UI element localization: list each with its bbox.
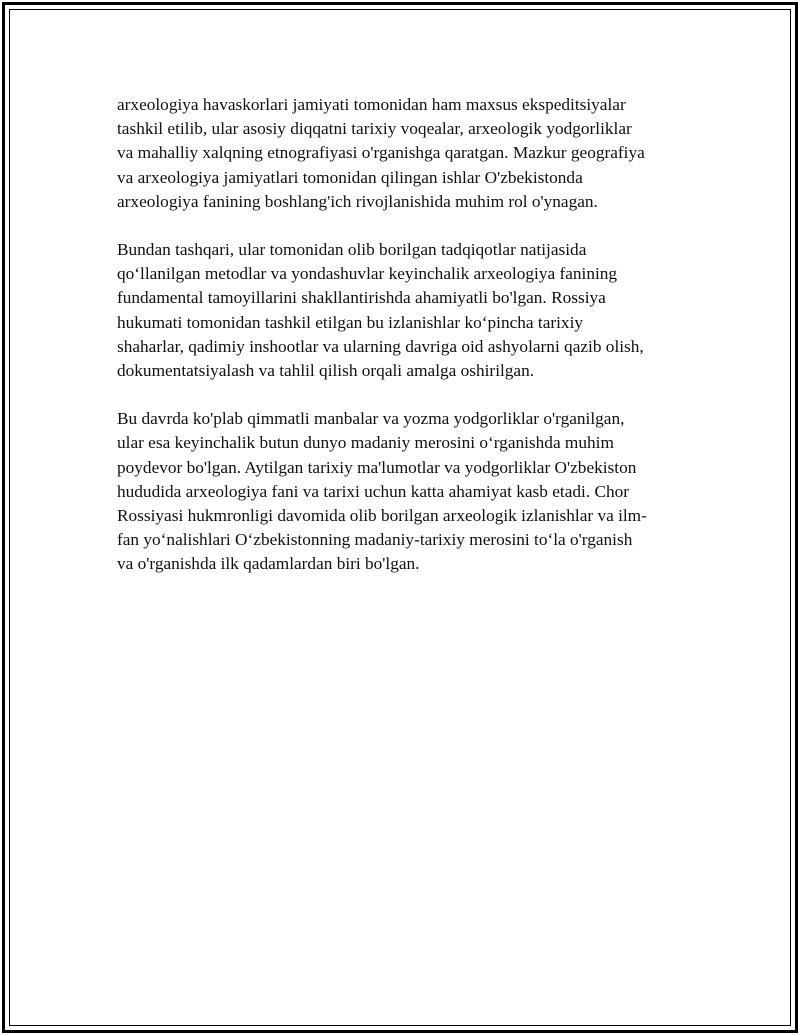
text-line: qo‘llanilgan metodlar va yondashuvlar keyinchalik arxeologiya fanining: [117, 264, 618, 284]
paragraph-1: [117, 93, 687, 214]
text-line: fundamental tamoyillarini shakllantirishda ahamiyatli bo'lgan. Rossiya: [117, 288, 606, 308]
paragraph-2: [117, 238, 687, 383]
text-line: hududida arxeologiya fani va tarixi uchun katta ahamiyat kasb etadi. Chor: [117, 481, 630, 501]
text-line: shaharlar, qadimiy inshootlar va ularning davriga oid ashyolarni qazib olish,: [117, 336, 644, 356]
text-line: fan yo‘nalishlari O‘zbekistonning madaniy-tarixiy merosini to‘la o'rganish: [117, 530, 633, 550]
text-line: Bu davrda ko'plab qimmatli manbalar va yozma yodgorliklar o'rganilgan,: [117, 409, 625, 429]
text-line: poydevor bo'lgan. Aytilgan tarixiy ma'lumotlar va yodgorliklar O'zbekiston: [117, 457, 637, 477]
text-line: tashkil etilib, ular asosiy diqqatni tarixiy voqealar, arxeologik yodgorliklar: [117, 119, 632, 139]
text-line: arxeologiya havaskorlari jamiyati tomonidan ham maxsus ekspeditsiyalar: [117, 95, 626, 114]
text-line: va arxeologiya jamiyatlari tomonidan qilingan ishlar O'zbekistonda: [117, 167, 583, 187]
text-line: Bundan tashqari, ular tomonidan olib borilgan tadqiqotlar natijasida: [117, 240, 587, 260]
text-line: arxeologiya fanining boshlang'ich rivojlanishida muhim rol o'ynagan.: [117, 191, 598, 211]
text-line: va o'rganishda ilk qadamlardan biri bo'lgan.: [117, 554, 420, 574]
text-line: dokumentatsiyalash va tahlil qilish orqali amalga oshirilgan.: [117, 361, 535, 381]
text-line: ular esa keyinchalik butun dunyo madaniy merosini o‘rganishda muhim: [117, 433, 614, 453]
document-body: [117, 93, 687, 601]
text-line: va mahalliy xalqning etnografiyasi o'rganishga qaratgan. Mazkur geografiya: [117, 143, 645, 163]
text-line: Rossiyasi hukmronligi davomida olib borilgan arxeologik izlanishlar va ilm-: [117, 506, 647, 526]
text-line: hukumati tomonidan tashkil etilgan bu izlanishlar ko‘pincha tarixiy: [117, 312, 584, 332]
paragraph-3: [117, 407, 687, 576]
